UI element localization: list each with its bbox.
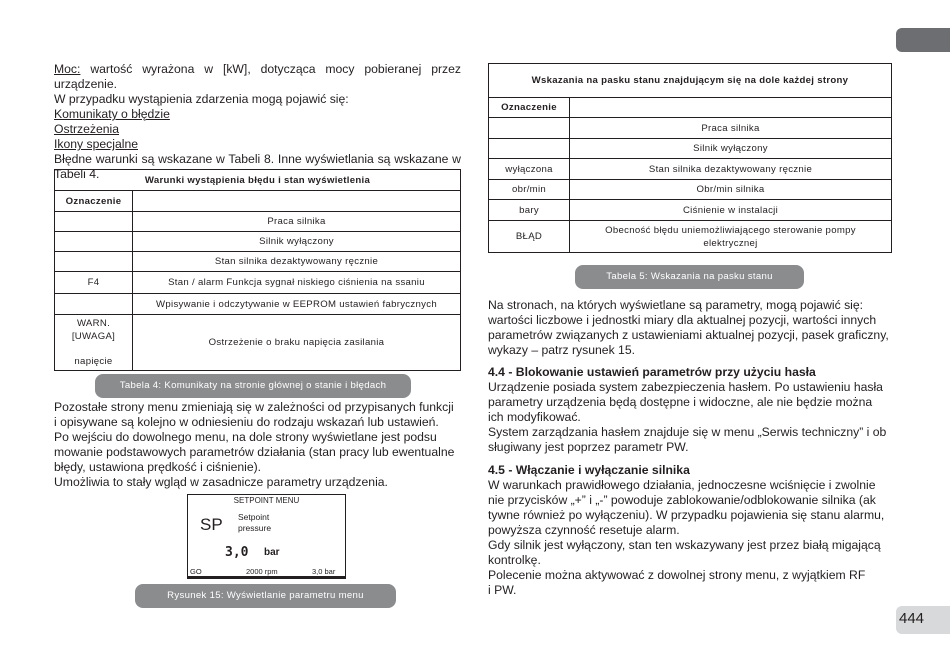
text-line: Po wejściu do dowolnego menu, na dole strony wyświetlane jest podsu [54,430,437,444]
events-intro: W przypadku wystąpienia zdarzenia mogą pojawić się: [54,92,349,106]
section-heading: 4.5 - Włączanie i wyłączanie silnika [488,463,690,477]
lcd-status-rpm: 2000 rpm [246,567,278,576]
table-cell [55,212,133,232]
text-line: Gdy silnik jest wyłączony, stan ten wskazywany jest przez białą migającą [488,538,881,552]
text-line: parametrów związanych z ustawieniami aktualnej pozycji, pasek graficzny, [488,328,889,342]
table-cell: Praca silnika [133,212,461,232]
lcd-status-state: GO [190,567,202,576]
text-line: Pozostałe strony menu zmieniają się w zależności od przypisanych funkcji [54,400,454,414]
table-cell [489,118,570,139]
table-cell [55,252,133,272]
section-heading: 4.4 - Blokowanie ustawień parametrów przy użyciu hasła [488,365,816,379]
lcd-value: 3,0 [225,545,249,560]
table-cell: Ciśnienie w instalacji [570,200,892,221]
lcd-param-label-2: pressure [238,523,272,533]
error-desc-line-2: elektrycznej [703,237,758,249]
table-5-col-header: Oznaczenie [489,98,570,118]
table-5-caption: Tabela 5: Wskazania na pasku stanu [575,265,804,289]
link-warnings[interactable]: Ostrzeżenia [54,122,120,136]
text-line: Urządzenie posiada system zabezpieczenia hasłem. Po ustawieniu hasła [488,380,883,394]
section-4-5 [488,463,894,598]
table-cell: obr/min [489,180,570,200]
lcd-status-pressure: 3,0 bar [312,567,336,576]
left-paragraph-2 [54,400,461,490]
text-line: kontrolkę. [488,553,541,567]
text-line: ich modyfikować. [488,410,581,424]
right-paragraph-1 [488,298,894,358]
text-line: wykazy – patrz rysunek 15. [488,343,635,357]
text-line: mowanie podstawowych parametrów działania (stan pracy lub ewentualne [54,445,455,459]
table-cell: Silnik wyłączony [133,232,461,252]
text-line: nie przycisków „+” i „-” powoduje zablokowanie/odblokowanie silnika (ak [488,493,876,507]
table-cell: Obr/min silnika [570,180,892,200]
table-4-col-empty [133,191,461,212]
table-cell [55,294,133,315]
table-cell [55,232,133,252]
section-4-4 [488,365,894,455]
lcd-display-figure [187,494,346,579]
lcd-unit: bar [264,547,280,558]
lcd-menu-title: SETPOINT MENU [233,496,300,505]
table-cell: Wpisywanie i odczytywanie w EEPROM ustawień fabrycznych [133,294,461,315]
left-intro [54,62,461,182]
moc-text: wartość wyrażona w [kW], dotycząca mocy pobieranej przez urządzenie. [54,62,461,91]
text-line: tywne również po wyłączeniu). W przypadku pojawienia się stanu alarmu, [488,508,885,522]
voltage-label: napięcie [74,356,113,367]
text-line: powyższa czynność resetuje alarm. [488,523,680,537]
text-line: i opisywane są kolejno w odniesieniu do rodzaju wskazań lub ustawień. [54,415,439,429]
warn-label: WARN. [76,318,111,329]
text-line: i PW. [488,583,517,597]
table-5-col-empty [570,98,892,118]
lcd-param-label-1: Setpoint [238,512,270,522]
moc-line [54,62,461,92]
text-line: wartości liczbowe i jednostki miary dla aktualnej pozycji, wartości innych [488,313,877,327]
link-error-messages[interactable]: Komunikaty o błędzie [54,107,170,121]
table-5-title: Wskazania na pasku stanu znajdującym się na dole każdej strony [489,64,892,98]
table-4-title: Warunki wystąpienia błędu i stan wyświetlenia [55,170,461,191]
text-line: System zarządzania hasłem znajduje się w menu „Serwis techniczny” i ob [488,425,887,439]
table-cell: bary [489,200,570,221]
table-cell: wyłączona [489,159,570,180]
text-line: Umożliwia to stały wgląd w zasadnicze parametry urządzenia. [54,475,388,489]
lcd-status-bar-line [188,576,345,578]
table-cell: Silnik wyłączony [570,139,892,159]
table-4-caption: Tabela 4: Komunikaty na stronie głównej o stanie i błędach [95,374,411,398]
text-line: parametry urządzenia będą dostępne i widoczne, ale nie będzie można [488,395,873,409]
table-cell: Stan / alarm Funkcja sygnał niskiego ciśnienia na ssaniu [133,272,461,294]
text-line: sługiwany jest poprzez parametr PW. [488,440,689,454]
table-cell: Stan silnika dezaktywowany ręcznie [133,252,461,272]
table-cell [570,221,892,253]
table-cell: BŁĄD [489,221,570,253]
table-cell [489,139,570,159]
page-number: 444 [899,610,925,627]
text-line: W warunkach prawidłowego działania, jednoczesne wciśnięcie i zwolnie [488,478,876,492]
text-line: Na stronach, na których wyświetlane są parametry, mogą pojawić się: [488,298,864,312]
table-cell: Ostrzeżenie o braku napięcia zasilania [133,315,461,371]
moc-label: Moc: [54,62,81,76]
table-5 [488,63,892,253]
table-4 [54,169,461,371]
table-cell: Stan silnika dezaktywowany ręcznie [570,159,892,180]
warn-label-pl: [UWAGA] [71,331,116,342]
table-4-col-header: Oznaczenie [55,191,133,212]
language-tab-marker [896,28,950,52]
text-line: Polecenie można aktywować z dowolnej strony menu, z wyjątkiem RF [488,568,866,582]
table-cell: Praca silnika [570,118,892,139]
table-cell: F4 [55,272,133,294]
error-desc-line-1: Obecność błędu uniemożliwiającego sterowanie pompy [605,224,856,236]
text-line: błędy, ustawiona prędkość i ciśnienie). [54,460,262,474]
table-cell [55,315,133,371]
lcd-sp-code: SP [200,515,223,534]
figure-15-caption: Rysunek 15: Wyświetlanie parametru menu [135,584,396,608]
error-conditions-paragraph: Błędne warunki są wskazane w Tabeli 8. Inne wyświetlania są wskazane w Tabeli 4. [54,152,461,181]
link-special-icons[interactable]: Ikony specjalne [54,137,139,151]
